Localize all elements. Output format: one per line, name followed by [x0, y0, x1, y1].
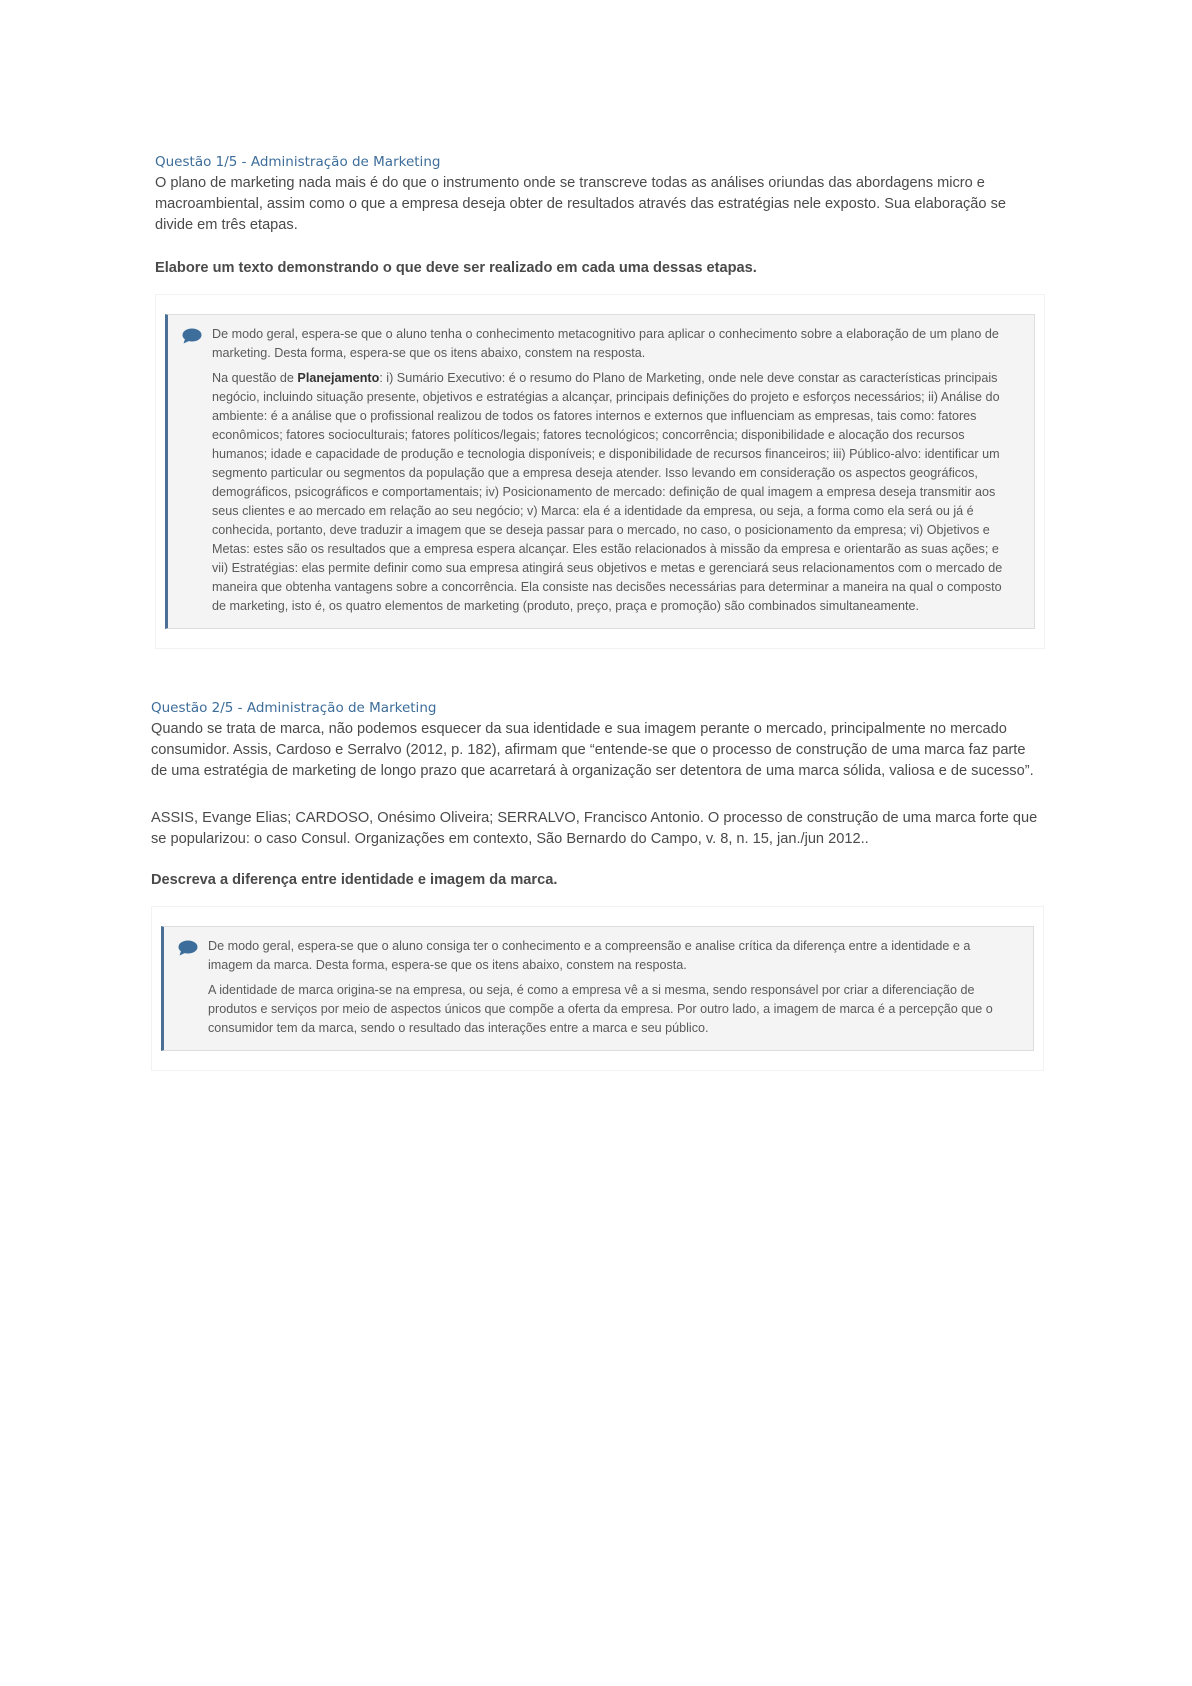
question-1-text: O plano de marketing nada mais é do que o instrumento onde se transcreve todas as análises oriundas das abordagens micro e macroambiental, assim como o que a empresa deseja obter de resultados através das estratégias nele exposto. Sua elaboração se divide em três etapas.: [155, 175, 1006, 233]
question-2-answer-detail: A identidade de marca origina-se na empresa, ou seja, é como a empresa vê a si mesma, sendo responsável por criar a diferenciação de produtos e serviços por meio de aspectos únicos que compõe a oferta da empresa. Por outro lado, a imagem de marca é a percepção que o consumidor tem da marca, sendo o resultado das interações entre a marca e seu público.: [208, 983, 993, 1035]
answer-detail-strong: Planejamento: [297, 371, 380, 385]
question-1-title: Questão 1/5 - Administração de Marketing: [155, 154, 441, 170]
question-2-title: Questão 2/5 - Administração de Marketing: [151, 700, 437, 716]
answer-detail-prefix: Na questão de: [212, 371, 298, 385]
question-2-content: [151, 700, 1044, 1071]
question-2-answer-box: [161, 926, 1034, 1051]
question-2-text: Quando se trata de marca, não podemos esquecer da sua identidade e sua imagem perante o mercado, principalmente no mercado consumidor. Assis, Cardoso e Serralvo (2012, p. 182), afirmam que “entende-se que o processo de construção de uma marca faz parte de uma estratégia de marketing de longo prazo que acarretará à organização ser detentora de uma marca sólida, valiosa e de sucesso”.: [151, 721, 1034, 779]
question-1-answer-panel: [155, 294, 1045, 649]
question-1-answer-body: [212, 325, 1018, 616]
question-2-instruction: Descreva a diferença entre identidade e imagem da marca.: [151, 872, 558, 888]
speech-bubble-icon: [182, 328, 204, 616]
question-1-instruction: Elabore um texto demonstrando o que deve ser realizado em cada uma dessas etapas.: [155, 260, 757, 276]
question-2-answer-panel: [151, 906, 1044, 1071]
question-1: [0, 154, 1192, 649]
speech-bubble-icon: [178, 940, 200, 1038]
question-2: [0, 700, 1192, 1071]
question-1-answer-intro: De modo geral, espera-se que o aluno tenha o conhecimento metacognitivo para aplicar o conhecimento sobre a elaboração de um plano de marketing. Desta forma, espera-se que os itens abaixo, constem na resposta.: [212, 327, 999, 360]
question-2-answer-body: [208, 937, 1017, 1038]
question-1-answer-detail: [212, 369, 1018, 616]
question-1-content: [155, 154, 1045, 649]
answer-detail-rest: : i) Sumário Executivo: é o resumo do Plano de Marketing, onde nele deve constar as características principais negócio, incluindo situação presente, objetivos e estratégias a alcançar, principais definições do projeto e esforços necessários; ii) Análise do ambiente: é a análise que o profissional realizou de todos os fatores internos e externos que influenciam as empresas, tais como: fatores econômicos; fatores socioculturais; fatores políticos/legais; fatores tecnológicos; concorrência; disponibilidade e alocação dos recursos humanos; idade e capacidade de produção e tecnologia disponíveis; e disponibilidade de recursos financeiros; iii) Público-alvo: identificar um segmento particular ou segmentos da população que a empresa deseja atender. Isso levando em consideração os aspectos geográficos, demográficos, psicográficos e comportamentais; iv) Posicionamento de mercado: definição de qual imagem a empresa deseja transmitir aos seus clientes e ao mercado em relação ao seu negócio; v) Marca: ela é a identidade da empresa, ou seja, a forma como ela será ou já é conhecida, portanto, deve traduzir a imagem que se deseja passar para o mercado, no caso, o posicionamento da empresa; vi) Objetivos e Metas: estes são os resultados que a empresa espera alcançar. Eles estão relacionados à missão da empresa e orientarão as suas ações; e vii) Estratégias: elas permite definir como sua empresa atingirá seus objetivos e metas e gerenciará seus relacionamentos com o mercado de maneira que obtenha vantagens sobre a concorrência. Ela consiste nas decisões necessárias para determinar a maneira na qual o composto de marketing, isto é, os quatro elementos de marketing (produto, preço, praça e promoção) são combinados simultaneamente.: [212, 371, 1003, 613]
question-1-answer-box: [165, 314, 1035, 629]
question-2-answer-intro: De modo geral, espera-se que o aluno consiga ter o conhecimento e a compreensão e analise crítica da diferença entre a identidade e a imagem da marca. Desta forma, espera-se que os itens abaixo, constem na resposta.: [208, 939, 971, 972]
question-2-reference: ASSIS, Evange Elias; CARDOSO, Onésimo Oliveira; SERRALVO, Francisco Antonio. O processo de construção de uma marca forte que se popularizou: o caso Consul. Organizações em contexto, São Bernardo do Campo, v. 8, n. 15, jan./jun 2012..: [151, 810, 1038, 847]
